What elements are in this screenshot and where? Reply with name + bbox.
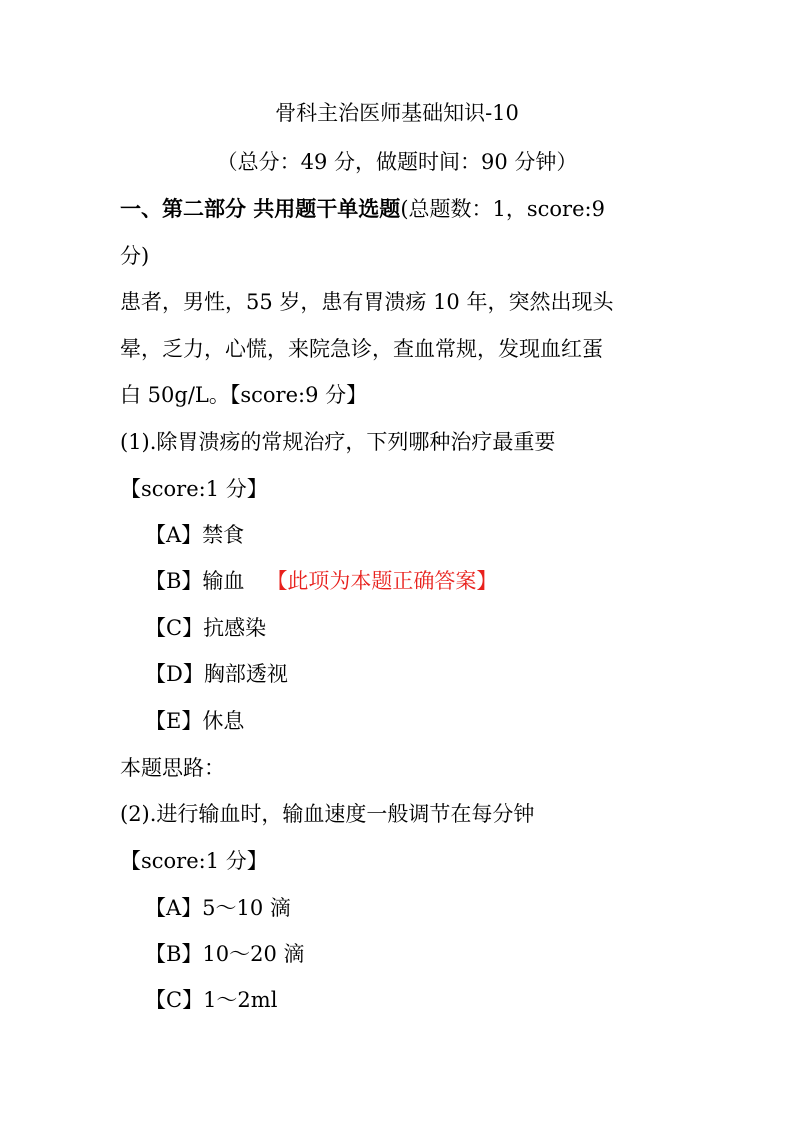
- section-meta-continued: 分): [120, 244, 150, 268]
- question-1-option-e: 【E】休息: [145, 709, 245, 733]
- question-2-option-a: 【A】5～10 滴: [145, 896, 291, 920]
- question-2-score: 【score:1 分】: [120, 849, 268, 873]
- question-stem-line-3: 白 50g/L。【score:9 分】: [120, 383, 368, 407]
- question-stem-line-2: 晕，乏力，心慌，来院急诊，查血常规，发现血红蛋: [120, 337, 603, 361]
- question-2-option-b: 【B】10～20 滴: [145, 942, 305, 966]
- question-1-option-b-text: 【B】输血: [145, 569, 245, 593]
- question-1-option-a: 【A】禁食: [145, 523, 245, 547]
- question-stem-line-1: 患者，男性，55 岁，患有胃溃疡 10 年，突然出现头: [120, 290, 614, 314]
- section-heading: [120, 195, 605, 223]
- question-1-score: 【score:1 分】: [120, 477, 268, 501]
- question-1-option-d: 【D】胸部透视: [145, 662, 288, 686]
- question-1-option-c: 【C】抗感染: [145, 616, 267, 640]
- document-title: 骨科主治医师基础知识-10: [275, 101, 519, 125]
- question-1-text: (1).除胃溃疡的常规治疗，下列哪种治疗最重要: [120, 430, 556, 454]
- section-meta: (总题数：1，score:9: [400, 197, 605, 221]
- analysis-label: 本题思路：: [120, 756, 225, 780]
- correct-answer-mark: 【此项为本题正确答案】: [266, 569, 498, 593]
- question-2-option-c: 【C】1～2ml: [145, 988, 278, 1012]
- section-label: 一、第二部分 共用题干单选题: [120, 196, 401, 221]
- document-subtitle: （总分：49 分，做题时间：90 分钟）: [216, 150, 578, 174]
- question-2-text: (2).进行输血时，输血速度一般调节在每分钟: [120, 802, 535, 826]
- question-1-option-b: [145, 567, 497, 595]
